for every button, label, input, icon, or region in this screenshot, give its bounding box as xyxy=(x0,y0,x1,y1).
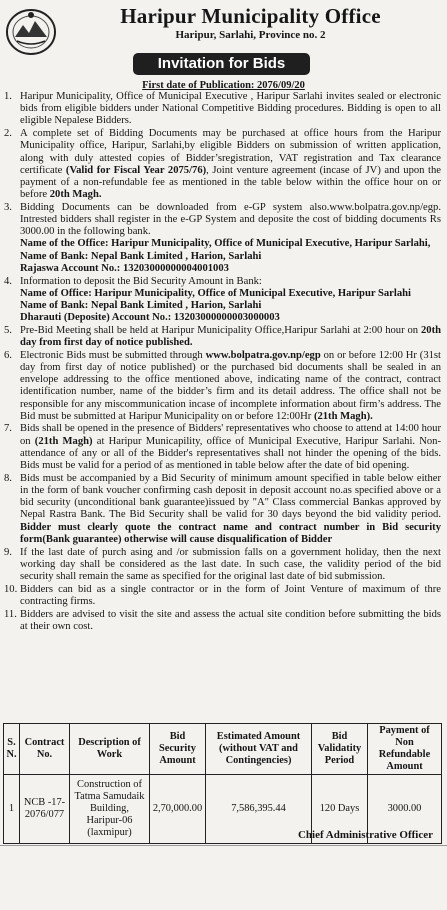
item-text: Bids must be accompanied by a Bid Security of minimum amount specified in table below either in the form of bank voucher confirming cash deposit in deposit account no.as specified above or a bid security (unconditional bank guarantee)issued by "A" Class commercial Bankas approved by Nepal Rastra Bank. The Bid Security shall be valid for 30 days beyond the bid validity period. xyxy=(20,472,441,521)
list-item xyxy=(4,473,441,546)
item-text: Bidders can bid as a single contractor or in the form of Joint Venture of maximum of thre contracting firms. xyxy=(20,583,441,607)
office-title: Haripur Municipality Office xyxy=(120,4,381,28)
table-cell: NCB -17-2076/077 xyxy=(20,775,70,844)
notice-items xyxy=(4,91,441,633)
bank-name: Name of Bank: Nepal Bank Limited , Harion, Sarlahi xyxy=(20,299,262,311)
item-number: 11. xyxy=(4,608,17,620)
item-bold-text: (21th Magh). xyxy=(313,410,373,422)
list-item xyxy=(4,350,441,423)
publication-date: First date of Publication: 2076/09/20 xyxy=(142,80,305,91)
notice-banner: Invitation for Bids xyxy=(133,53,310,75)
table-cell: 1 xyxy=(4,775,20,844)
item-number: 2. xyxy=(4,128,12,140)
bottom-divider xyxy=(0,845,447,846)
list-item xyxy=(4,325,441,349)
item-bold-text: Bidder must clearly quote the contract name and contract number in Bid security form(Bank guarantee) otherwise will cause disqualification of Bidder xyxy=(20,521,441,545)
bank-name: Name of Bank: Nepal Bank Limited , Harion, Sarlahi xyxy=(20,250,262,262)
item-text: A complete set of Bidding Documents may be purchased at office hours from the Haripur Municipality office, Haripur, Sarlahi,by eligible Bidders on submission of written application, along with duly attested copies of Bidder’sregistration, VAT registration and Tax clearance certificate xyxy=(20,128,441,176)
item-number: 1. xyxy=(4,91,12,102)
bank-account: Rajaswa Account No.: 13203000000004001003 xyxy=(20,262,229,274)
item-text: Haripur Municipality, Office of Municipal Executive , Haripur Sarlahi invites sealed or electronic bids from eligible bidders under National Competitive Bidding procedures. Bidding is open to all eligible Nepalese Bidders. xyxy=(20,91,441,127)
item-number: 8. xyxy=(4,472,12,484)
item-text: Bidding Documents can be downloaded from e-GP system also.www.bolpatra.gov.np/egp. Intrested bidders shall register in the e-GP System and deposite the cost of bidding documents Rs 3000.00 in the following bank. xyxy=(20,201,441,238)
item-text: Information to deposit the Bid Security Amount in Bank: xyxy=(20,275,262,287)
item-text: Electronic Bids must be submitted through xyxy=(20,349,203,361)
column-header: Payment of Non Refundable Amount xyxy=(368,724,442,775)
column-header: Estimated Amount (without VAT and Contingencies) xyxy=(206,724,312,775)
item-number: 4. xyxy=(4,275,12,287)
item-number: 10. xyxy=(4,583,18,595)
table-cell: 120 Days xyxy=(312,775,368,844)
item-text: Bids shall be opened in the presence of Bidders' representatives who choose to attend at 14:00 hour on xyxy=(20,423,441,447)
column-header: Bid Validatity Period xyxy=(312,724,368,775)
table-cell: Construction of Tatma Samudaik Building, Haripur-06 (laxmipur) xyxy=(70,775,150,844)
bank-office-name: Name of Office: Haripur Municipality, Office of Municipal Executive, Haripur Sarlahi xyxy=(20,287,411,299)
bank-account: Dharauti (Deposite) Account No.: 13203000000003000003 xyxy=(20,312,280,324)
list-item xyxy=(4,276,441,325)
column-header: Description of Work xyxy=(70,724,150,775)
list-item xyxy=(4,609,441,633)
table-cell: 7,586,395.44 xyxy=(206,775,312,844)
list-item xyxy=(4,202,441,275)
item-text: on or before 12:00 Hr (31st day from first day of notice published) or the purchased bid documents shall be sealed in an envelope addressing to the office mentioned above, indicating name of the contract, contract identification number, name of the bidder’s firm and its detail address. The office shall not be responsible for any miscommunication incase of incomplete information about firm’s address. The Bid must be submitted at Haripur Municipality on or before 12:00Hr xyxy=(20,349,441,422)
item-bold-text: www.bolpatra.gov.np/egp xyxy=(205,349,321,361)
column-header: Contract No. xyxy=(20,724,70,775)
list-item xyxy=(4,128,441,201)
item-text: , Joint venture agreement (incase of JV) and upon the payment of a non-refundable fee as mentioned in the table below within the office hour on or before xyxy=(20,164,441,201)
item-bold-text: 20th Magh. xyxy=(49,189,102,201)
item-text: Pre-Bid Meeting shall be held at Haripur Municipality Office,Haripur Sarlahi at 2:00 hour on xyxy=(20,324,419,336)
item-text: Bidders are advised to visit the site and assess the actual site condition before submitting the bids at their own cost. xyxy=(20,608,441,632)
bank-office-name: Name of the Office: Haripur Municipality, Office of Municipal Executive, Haripur Sarlahi, xyxy=(20,238,431,250)
item-number: 6. xyxy=(4,349,12,361)
item-text: at Haripur Municapility, office of Municipal Executive, Haripur Sarlahi. Non-attendance of any or all of the Bidder's representatives shall not hinder the opening of the bids. Bids must be valid for a period of as mentioned in table below after the date of bid opening. xyxy=(20,435,442,472)
item-bold-text: (21th Magh) xyxy=(34,435,93,447)
table-cell: 3000.00 xyxy=(368,775,442,844)
item-bold-text: 20th day from first day of notice published. xyxy=(20,324,441,349)
office-address: Haripur, Sarlahi, Province no. 2 xyxy=(175,29,326,41)
nepal-emblem-icon xyxy=(5,7,57,57)
item-number: 3. xyxy=(4,201,12,213)
signature-line: Chief Administrative Officer xyxy=(297,829,433,841)
column-header: Bid Security Amount xyxy=(150,724,206,775)
item-number: 9. xyxy=(4,546,12,558)
list-item xyxy=(4,423,441,472)
item-text: If the last date of purch asing and /or submission falls on a government holiday, then the next working day shall be considered as the last date. In such case, the validity period of the bid security shall remain the same as specified for the original last date of bid submission. xyxy=(20,546,441,582)
bid-table xyxy=(3,723,442,844)
item-number: 5. xyxy=(4,324,12,336)
list-item xyxy=(4,584,441,608)
list-item xyxy=(4,91,441,128)
table-cell: 2,70,000.00 xyxy=(150,775,206,844)
table-header-row xyxy=(4,724,442,775)
list-item xyxy=(4,547,441,584)
column-header: S. N. xyxy=(4,724,20,775)
item-number: 7. xyxy=(4,423,12,435)
item-bold-text: (Valid for Fiscal Year 2075/76) xyxy=(65,164,207,176)
